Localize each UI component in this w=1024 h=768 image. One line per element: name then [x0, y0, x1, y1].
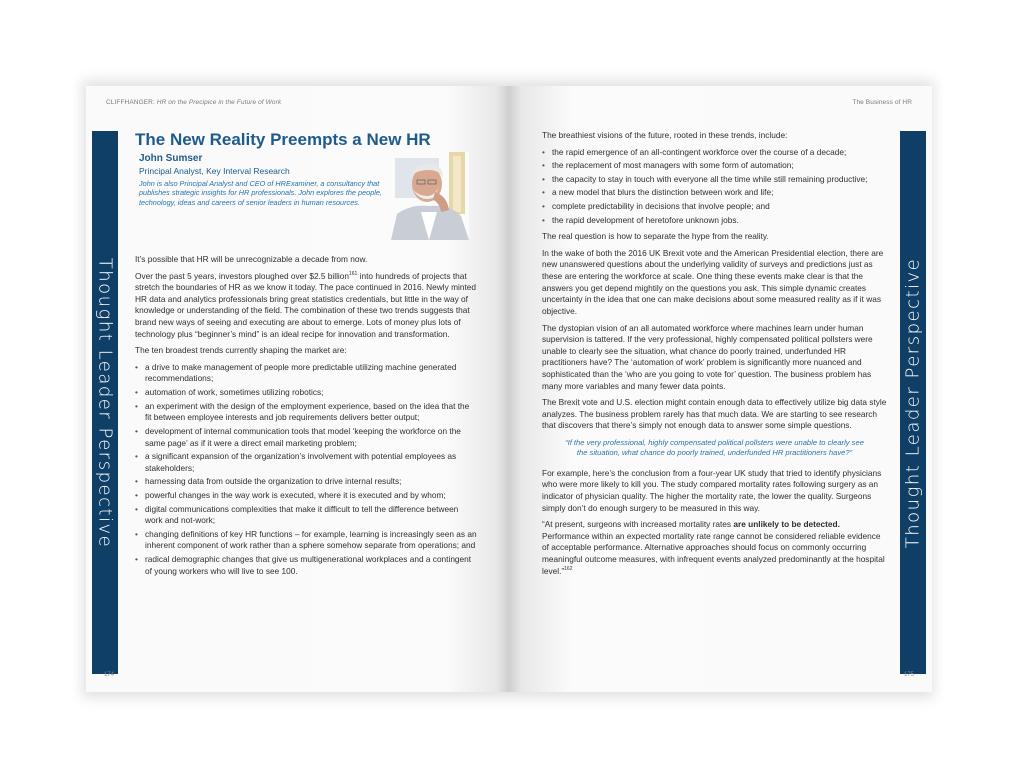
emphasis-text: are unlikely to be detected. — [733, 519, 840, 530]
quote-paragraph — [542, 519, 887, 577]
text-run: “At present, surgeons with increased mortality rates — [542, 519, 734, 530]
text-run: into hundreds of projects that stretch the boundaries of HR as we know it today. The pace continued in 2016. Newly minted HR data and analytics professionals bring great statistics credentials, but little in the way of knowledge or understanding of the field. The combination of these two trends suggests that brand new ways of seeing and executing are about to emerge. Lots of money plus lots of technology plus “beginner’s mind” is an ideal recipe for innovation and transformation. — [135, 270, 476, 339]
list-item: • an experiment with the design of the employment experience, based on the idea that the fit between employee interests and job requirements delivers better output; — [135, 401, 477, 424]
text-run: Performance within an expected mortality rate range cannot be considered reliable evidence of acceptable performance. Alternative approaches should focus on commonly occurring meaningful outcome measures, with infrequent events analyzed predominantly at the hospital level.” — [542, 530, 885, 576]
right-running-header: The Business of HR — [852, 99, 912, 106]
page-number-left: 174 — [104, 672, 115, 678]
list-item: • automation of work, sometimes utilizing robotics; — [135, 387, 477, 399]
hype-paragraph: The real question is how to separate the hype from the reality. — [542, 231, 769, 242]
visions-list — [542, 147, 887, 227]
brexit-paragraph: In the wake of both the 2016 UK Brexit vote and the American Presidential election, there are new unanswered questions about the underlying validity of surveys and predictions just as these are entering the workforce at scale. One thing these events make clear is that the answers you get depend mightily on the questions you ask. This simple dynamic creates uncertainty in the idea that one can make decisions about some measured reality as if it was objective. — [542, 247, 884, 316]
footnote-ref: 161 — [349, 270, 358, 277]
list-item: • a significant expansion of the organization’s involvement with potential employees as stakeholders; — [135, 451, 477, 474]
list-item: • digital communications complexities that make it difficult to tell the difference between work and not-work; — [135, 504, 477, 527]
author-role: Principal Analyst, Key Interval Research — [139, 166, 290, 176]
header-title: HR on the Precipice in the Future of Work — [156, 99, 282, 106]
text-run: Over the past 5 years, investors ploughed over $2.5 billion — [135, 270, 349, 281]
side-band-label: Thought Leader Perspective — [94, 257, 116, 548]
header-prefix: CLIFFHANGER: — [106, 99, 155, 106]
trends-intro: The ten broadest trends currently shaping the market are: — [135, 345, 347, 356]
author-bio: John is also Principal Analyst and CEO of HRExaminer, a consultancy that publishes strategic insights for HR professionals. John explores the people, technology, ideas and careers of senior leaders in human resources. — [139, 179, 382, 207]
side-band-label: Thought Leader Perspective — [902, 257, 924, 548]
list-item: • changing definitions of key HR functions – for example, learning is increasingly seen as an inherent component of work rather than a sphere somehow separate from operations; and — [135, 529, 477, 552]
investment-paragraph — [135, 271, 477, 341]
list-item: • the rapid development of heretofore unknown jobs. — [542, 215, 887, 227]
left-page — [86, 86, 509, 692]
study-paragraph: For example, here’s the conclusion from a four-year UK study that tried to identify physicians who were more likely to kill you. The study compared mortality rates following surgery as an indicator of physician quality. The higher the mortality rate, the lower the quality. Surgeons simply don’t do enough surgery to be measured in this way. — [542, 467, 882, 513]
list-item: • development of internal communication tools that model ‘keeping the workforce on the same page’ as if it were a direct email marketing problem; — [135, 426, 477, 449]
left-side-band — [92, 131, 118, 674]
list-item: • a drive to make management of people more predictable utilizing machine generated recommendations; — [135, 362, 477, 385]
footnote-ref: 162 — [564, 565, 573, 572]
list-item: • radical demographic changes that give us multigenerational workplaces and a contingent of young workers who will live to see 100. — [135, 554, 477, 577]
intro-paragraph: It’s possible that HR will be unrecognizable a decade from now. — [135, 254, 368, 264]
dystopian-paragraph: The dystopian vision of an all automated workforce where machines learn under human supervision is tattered. If the very professional, highly compensated political pollsters were unable to clearly see the situation, what chance do poorly trained, underfunded HR practitioners have? The ‘automation of work’ problem is significantly more nuanced and sophisticated than the ‘who are you going to vote for’ question. The business problem has many more variables and many fewer data points. — [542, 322, 873, 391]
page-number-right: 175 — [903, 672, 914, 678]
article-title: The New Reality Preempts a New HR — [135, 130, 431, 149]
data-paragraph: The Brexit vote and U.S. election might contain enough data to effectively utilize big data style analyzes. The business problem rarely has that much data. We are starting to see research that discovers that there’s simply not enough data to answer some simple questions. — [542, 397, 887, 431]
right-body — [542, 130, 887, 582]
left-running-header — [106, 99, 281, 106]
list-item: • complete predictability in decisions that involve people; and — [542, 201, 887, 213]
open-book — [86, 86, 932, 692]
list-item: • harnessing data from outside the organization to drive internal results; — [135, 476, 477, 488]
author-name: John Sumser — [139, 153, 203, 164]
right-page — [509, 86, 932, 692]
left-body — [135, 254, 477, 582]
list-item: • the capacity to stay in touch with everyone all the time while still remaining productive; — [542, 174, 887, 186]
author-photo — [391, 152, 469, 240]
list-item: • the replacement of most managers with some form of automation; — [542, 160, 887, 172]
trends-list — [135, 362, 477, 577]
list-item: • the rapid emergence of an all-contingent workforce over the course of a decade; — [542, 147, 887, 159]
right-side-band — [900, 131, 926, 674]
list-item: • a new model that blurs the distinction between work and life; — [542, 187, 887, 199]
list-item: • powerful changes in the way work is executed, where it is executed and by whom; — [135, 490, 477, 502]
pull-quote: “If the very professional, highly compensated political pollsters were unable to clearly see the situation, what chance do poorly trained, underfunded HR practitioners have?” — [565, 438, 864, 457]
visions-intro: The breathiest visions of the future, rooted in these trends, include: — [542, 130, 788, 140]
